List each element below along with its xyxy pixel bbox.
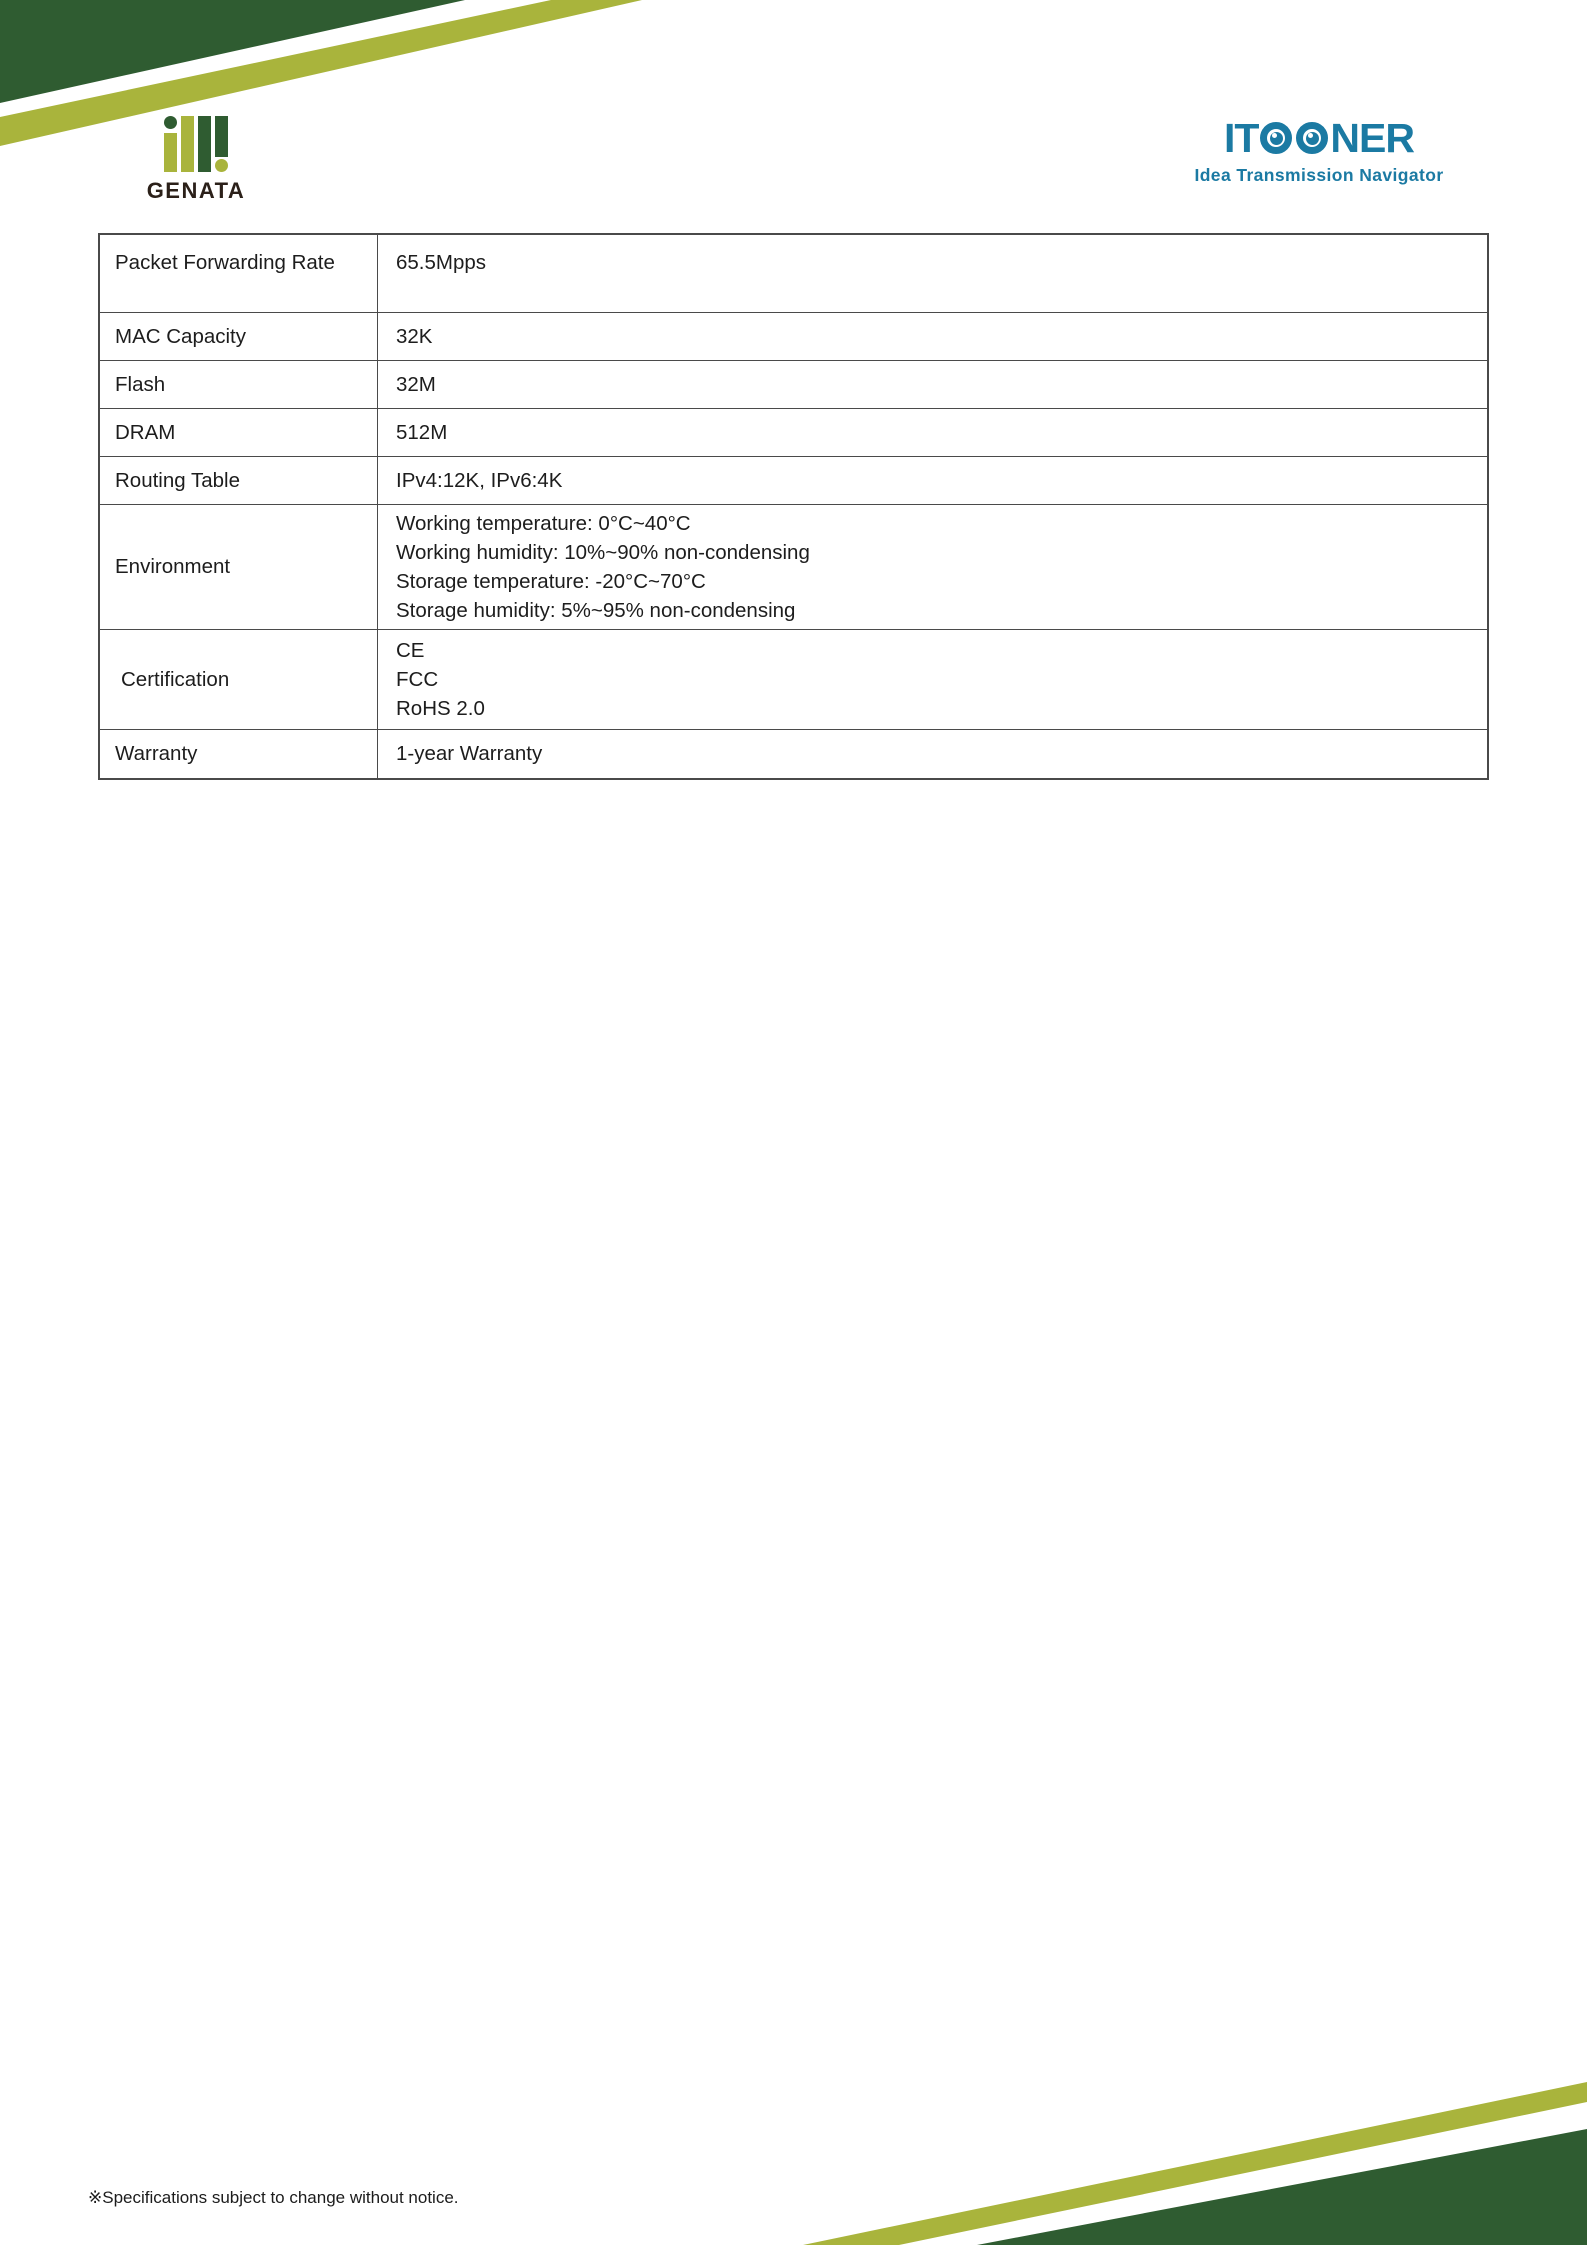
spec-value-line: CE (396, 638, 425, 662)
top-left-olive-stripe (0, 0, 642, 146)
spec-value (378, 360, 1489, 408)
spec-value (378, 504, 1489, 629)
spec-value-line: IPv4:12K, IPv6:4K (396, 468, 563, 492)
genata-logo (140, 116, 252, 204)
spec-value-line: Storage temperature: -20°C~70°C (396, 569, 706, 593)
spec-label: Packet Forwarding Rate (99, 234, 378, 312)
spec-value-line: Storage humidity: 5%~95% non-condensing (396, 598, 796, 622)
table-row (99, 629, 1488, 729)
spec-label: MAC Capacity (99, 312, 378, 360)
table-row (99, 234, 1488, 312)
spec-value (378, 456, 1489, 504)
spec-value-line: 32K (396, 324, 433, 348)
table-row (99, 360, 1488, 408)
footnote: ※Specifications subject to change without notice. (88, 2188, 459, 2207)
spec-value (378, 729, 1489, 779)
spec-value (378, 408, 1489, 456)
genata-logo-icon (164, 116, 228, 172)
itooner-wordmark (1178, 116, 1460, 160)
spec-table (98, 233, 1489, 780)
spec-value-line: 32M (396, 372, 436, 396)
spec-label: DRAM (99, 408, 378, 456)
spec-value-line: 1-year Warranty (396, 742, 543, 766)
itooner-wordmark-left: IT (1223, 115, 1259, 161)
table-row (99, 312, 1488, 360)
itooner-eye-icon (1260, 122, 1292, 154)
itooner-eye-pupil-icon (1306, 132, 1319, 145)
spec-value-line: 65.5Mpps (396, 251, 487, 274)
table-row (99, 456, 1488, 504)
spec-value-line: RoHS 2.0 (396, 696, 485, 720)
spec-label: Certification (99, 629, 378, 729)
spec-label: Warranty (99, 729, 378, 779)
genata-wordmark: GENATA (146, 178, 246, 203)
spec-value (378, 234, 1489, 312)
top-left-dark-green-stripe (0, 0, 465, 103)
table-row (99, 408, 1488, 456)
bottom-right-dark-green-stripe (977, 2129, 1587, 2245)
spec-value-line: FCC (396, 667, 439, 691)
spec-value (378, 629, 1489, 729)
spec-label: Environment (99, 504, 378, 629)
bottom-right-olive-stripe (803, 2082, 1587, 2245)
itooner-wordmark-right: NER (1330, 115, 1414, 161)
spec-table-body (99, 234, 1488, 779)
spec-label: Flash (99, 360, 378, 408)
spec-value-line: Working temperature: 0°C~40°C (396, 511, 691, 535)
itooner-eye-pupil-icon (1270, 132, 1283, 145)
table-row (99, 504, 1488, 629)
itooner-tagline: Idea Transmission Navigator (1194, 165, 1444, 185)
spec-value-line: 512M (396, 420, 448, 444)
spec-value-line: Working humidity: 10%~90% non-condensing (396, 540, 810, 564)
itooner-eye-icon (1296, 122, 1328, 154)
table-row (99, 729, 1488, 779)
spec-value (378, 312, 1489, 360)
itooner-logo (1178, 116, 1460, 186)
spec-label: Routing Table (99, 456, 378, 504)
